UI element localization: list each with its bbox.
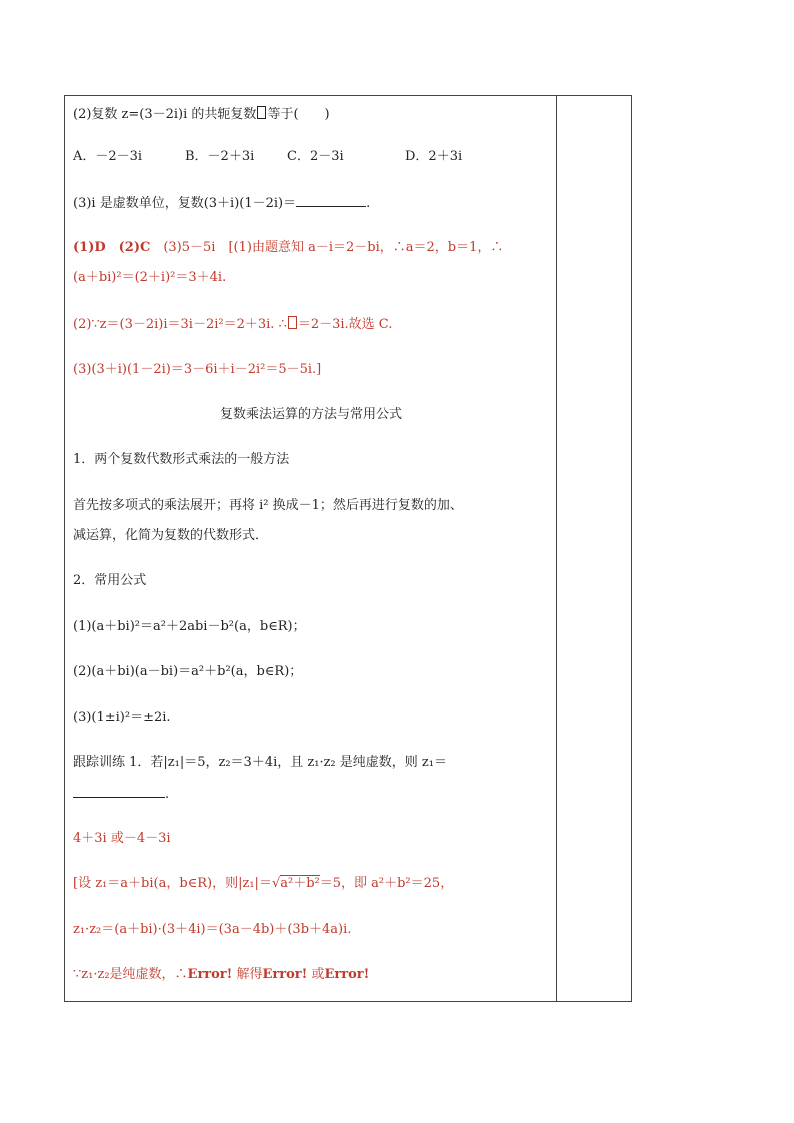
answer-line-1-rest: (3)5－5i [(1)由题意知 a－i＝2－bi，∴a＝2，b＝1，∴ [163,240,504,255]
error-field-3: Error! [324,967,370,982]
practice-stem-end: . [165,787,170,802]
error-field-1: Error! [187,967,233,982]
formula-1: (1)(a＋bi)²＝a²＋2abi－b²(a，b∈R)； [73,619,306,634]
answer-blank [296,194,366,207]
formula-title: 2．常用公式 [73,573,147,588]
answer-line-3-pre: (2)∵z＝(3－2i)i＝3i－2i²＝2＋3i. ∴ [73,317,287,332]
q2-stem-tail: 等于( ) [267,107,330,122]
q2-stem [73,106,330,123]
practice-solution-3 [73,967,369,983]
practice-blank [73,785,165,798]
method-body-2: 减运算，化简为复数的代数形式． [73,528,269,543]
q3-stem-text: (3)i 是虚数单位，复数(3＋i)(1－2i)＝ [73,196,297,211]
option-d: D．2＋3i [405,149,463,164]
answer-line-4: (3)(3＋i)(1－2i)＝3－6i＋i－2i²＝5－5i.] [73,362,322,377]
practice-solution-1-pre: [设 z₁＝a＋bi(a，b∈R)，则|z₁|＝ [73,876,272,891]
formula-2: (2)(a＋bi)(a－bi)＝a²＋b²(a，b∈R)； [73,664,303,679]
answer-labels: (1)D (2)C [73,240,151,255]
sqrt-expression: a²＋b² [280,876,320,891]
practice-solution-1: [设 z₁＝a＋bi(a，b∈R)，则|z₁|＝√a²＋b²＝5，即 a²＋b²＝25， [73,876,454,891]
formula-3: (3)(1±i)²＝±2i. [73,710,171,725]
answer-line-1 [73,240,503,256]
error-field-2: Error! [262,967,308,982]
option-b: B．－2＋3i [185,149,255,164]
practice-blank-line [73,785,169,803]
q3-stem-end: . [366,196,371,211]
section-heading: 复数乘法运算的方法与常用公式 [219,407,402,422]
q2-stem-text: (2)复数 z=(3－2i)i 的共轭复数 [73,107,257,122]
practice-answer: 4＋3i 或－4－3i [73,831,171,846]
practice-solution-2: z₁·z₂＝(a＋bi)·(3＋4i)＝(3a－4b)＋(3b＋4a)i. [73,922,352,937]
answer-line-3-post: ＝2－3i.故选 C. [297,317,393,332]
practice-stem: 跟踪训练 1．若|z₁|＝5，z₂＝3＋4i，且 z₁·z₂ 是纯虚数，则 z₁＝ [73,755,447,770]
method-body-1: 首先按多项式的乘法展开；再将 i² 换成－1；然后再进行复数的加、 [73,498,463,513]
practice-solution-3-mid2: 或 [307,967,325,982]
box-glyph-icon [288,316,297,329]
q2-options [73,149,549,165]
practice-solution-1-post: ＝5，即 a²＋b²＝25， [319,876,454,891]
column-divider [556,96,557,1001]
box-glyph-icon [257,106,266,119]
option-a: A．－2－3i [73,149,143,164]
method-title: 1．两个复数代数形式乘法的一般方法 [73,452,290,467]
table-frame [64,95,632,1002]
practice-solution-3-mid1: 解得 [232,967,263,982]
practice-solution-3-pre: ∵z₁·z₂是纯虚数，∴ [73,967,188,982]
q3-stem [73,194,370,212]
answer-line-3 [73,316,392,333]
option-c: C．2－3i [287,149,344,164]
answer-line-2: (a＋bi)²＝(2＋i)²＝3＋4i. [73,270,227,285]
